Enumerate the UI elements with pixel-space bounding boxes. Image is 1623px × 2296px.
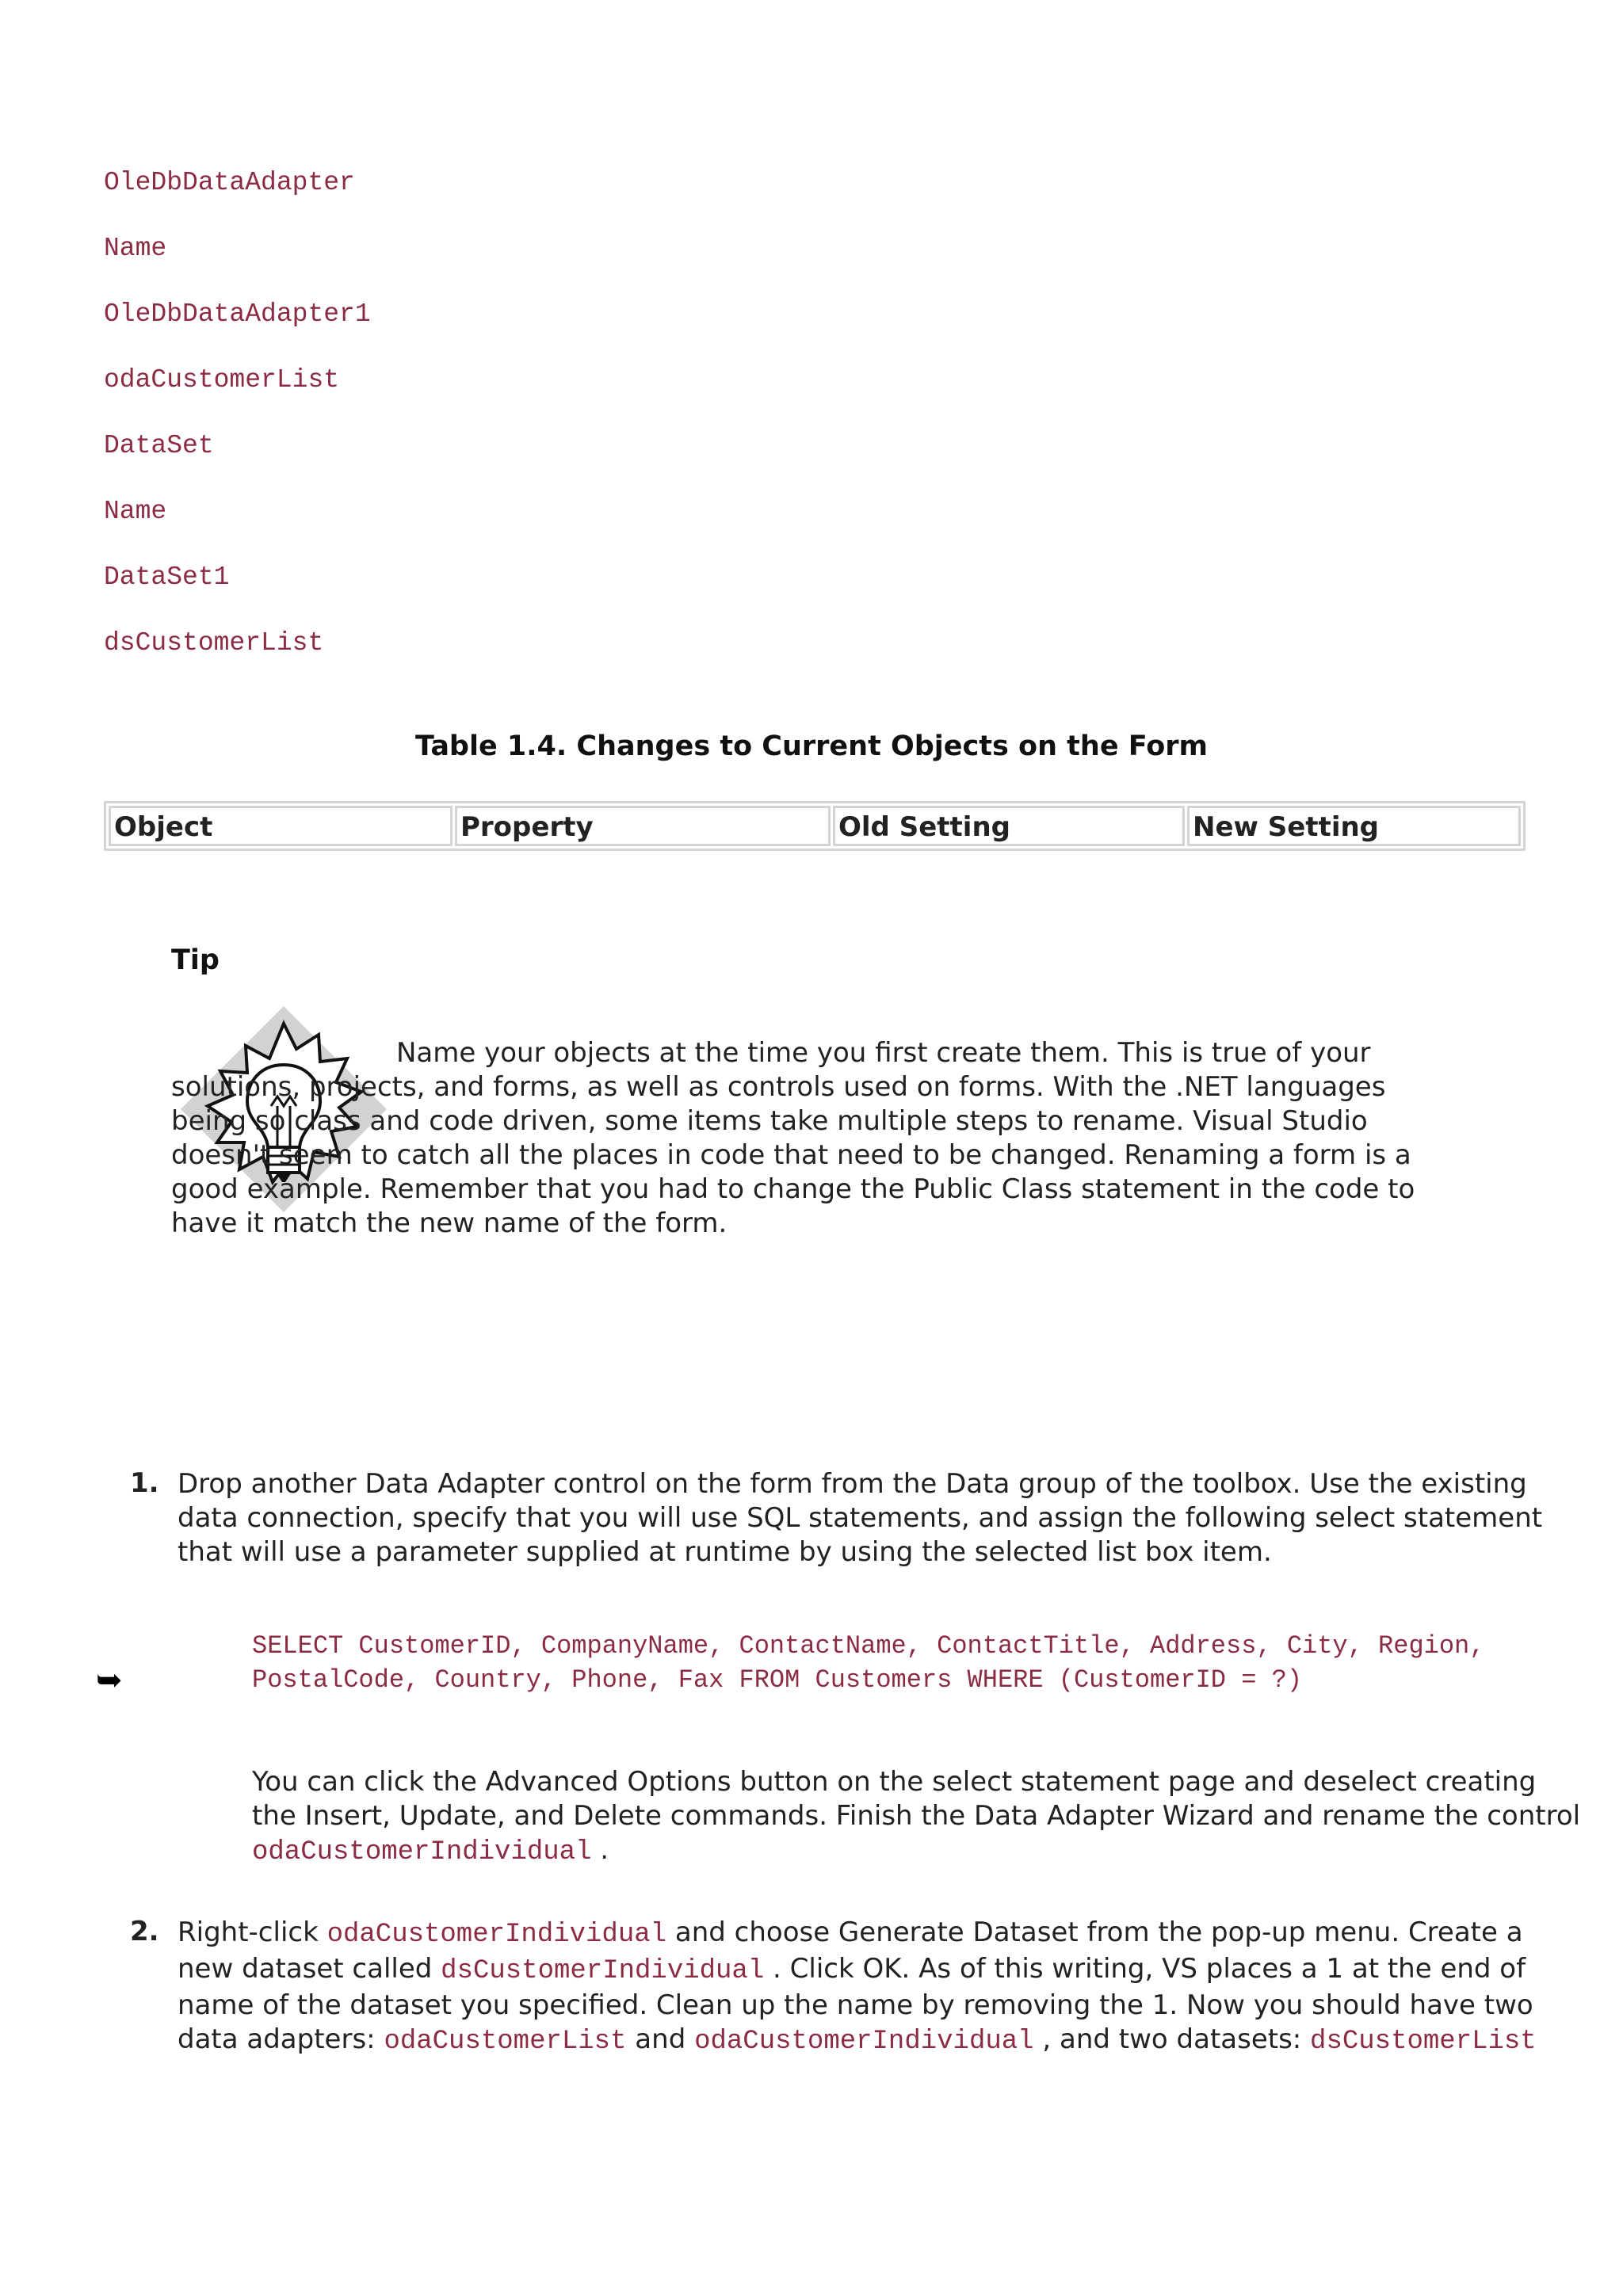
object-line: OleDbDataAdapter1 [104, 299, 371, 329]
note-text: You can click the Advanced Options button on the select statement page and deselect creating the Insert, Update, and Delete commands. Finish the Data Adapter Wizard and rename the control [252, 1766, 1581, 1832]
object-line: OleDbDataAdapter [104, 168, 355, 197]
inline-code: odaCustomerIndividual [694, 2027, 1034, 2057]
inline-code: dsCustomerList [1310, 2027, 1537, 2057]
column-header-object: Object [109, 806, 453, 846]
table-caption: Table 1.4. Changes to Current Objects on the Form [414, 730, 1209, 762]
text-run: , and two datasets: [1033, 2023, 1311, 2055]
object-line: odaCustomerList [104, 365, 340, 395]
step-text: Drop another Data Adapter control on the form from the Data group of the toolbox. Use the existing data connection, specify that you will use SQL statements, and assign the following select statement that will use a parameter supplied at runtime by using the selected list box item. [178, 1468, 1543, 1568]
step-note [252, 1765, 1583, 1870]
column-header-new-setting: New Setting [1187, 806, 1521, 846]
inline-code: odaCustomerList [384, 2027, 627, 2057]
step-text [178, 1916, 1572, 2059]
tip-text: Name your objects at the time you first create them. This is true of your solutions, projects, and forms, as well as controls used on forms. With the .NET languages being so class and code driven, some items take multiple steps to rename. Visual Studio doesn't seem to catch all the places in code that need to be changed. Renaming a form is a good example. Remember that you had to change the Public Class statement in the code to have it match the new name of the form. [171, 1037, 1415, 1239]
changes-table [104, 801, 1526, 851]
column-header-old-setting: Old Setting [833, 806, 1185, 846]
text-run: and choose Generate Dataset from the pop-up menu. Create a new dataset called [178, 1917, 1523, 1985]
inline-code: odaCustomerIndividual [327, 1920, 667, 1950]
tip-label: Tip [171, 944, 220, 976]
text-run: Right-click [178, 1917, 327, 1948]
code-line: SELECT CustomerID, CompanyName, ContactName, ContactTitle, Address, City, Region, [252, 1631, 1485, 1661]
object-line: Name [104, 234, 167, 263]
tip-body [171, 1036, 1455, 1241]
note-end: . [600, 1834, 609, 1866]
text-run: . Click OK. As of this writing, VS places a 1 at the end of name of the dataset you specified. Clean up the name by removing the 1. Now you should have two data adapters: [178, 1953, 1533, 2055]
inline-code: odaCustomerIndividual [252, 1837, 592, 1867]
continuation-arrow-icon: ➥ [96, 1662, 123, 1699]
text-run: and [626, 2023, 695, 2055]
step-number: 2. [130, 1916, 159, 1947]
object-line: Name [104, 497, 167, 526]
object-line: DataSet1 [104, 563, 230, 592]
object-line: dsCustomerList [104, 628, 324, 658]
object-line: DataSet [104, 431, 214, 460]
sql-code-block [252, 1629, 1583, 1697]
inline-code: dsCustomerIndividual [441, 1956, 765, 1986]
column-header-property: Property [455, 806, 831, 846]
code-line: PostalCode, Country, Phone, Fax FROM Customers WHERE (CustomerID = ?) [252, 1665, 1303, 1695]
table-header-row [109, 806, 1521, 846]
step-number: 1. [130, 1467, 159, 1499]
